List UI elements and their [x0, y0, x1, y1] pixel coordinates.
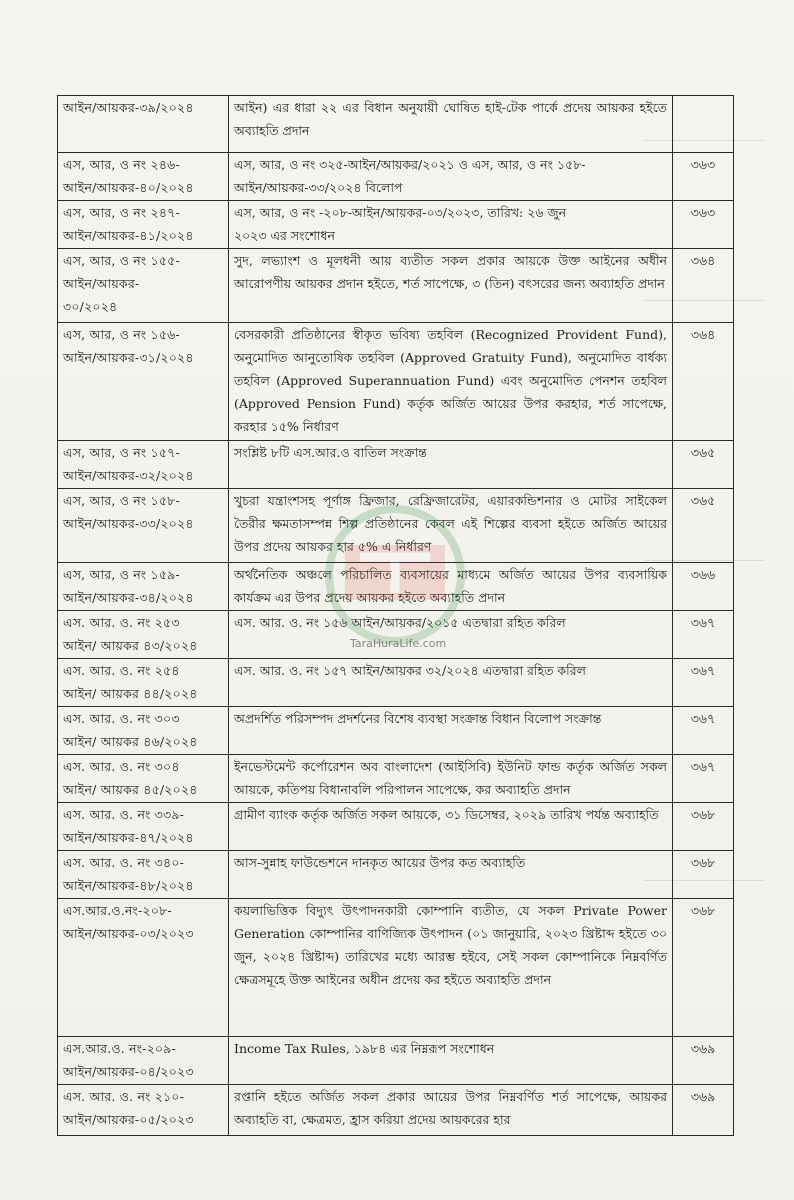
- page-number-cell: ৩৬৯: [673, 1085, 734, 1136]
- page-number-cell: ৩৬৩: [673, 153, 734, 201]
- sro-reference-cell: এস, আর, ও নং ১৫৬- আইন/আয়কর-৩১/২০২৪: [58, 323, 229, 441]
- sro-description-cell: ইনভেস্টমেন্ট কর্পোরেশন অব বাংলাদেশ (আইসিবি) ইউনিট ফান্ড কর্তৃক অর্জিত সকল আয়কে, কতিপয় বিধানাবলি পরিপালন সাপেক্ষে, কর অব্যাহতি প্রদান: [229, 755, 673, 803]
- table-row: [58, 611, 734, 659]
- sro-index-table: [57, 95, 734, 1136]
- table-row: [58, 441, 734, 489]
- sro-reference-cell: এস. আর. ও. নং ৩০৪ আইন/ আয়কর ৪৫/২০২৪: [58, 755, 229, 803]
- table-row: [58, 659, 734, 707]
- sro-reference-cell: এস. আর. ও. নং ২১০- আইন/আয়কর-০৫/২০২৩: [58, 1085, 229, 1136]
- sro-reference-cell: এস, আর, ও নং ২৪৭- আইন/আয়কর-৪১/২০২৪: [58, 201, 229, 249]
- page-number-cell: ৩৬৪: [673, 249, 734, 323]
- table-row: [58, 1037, 734, 1085]
- sro-reference-cell: এস.আর.ও. নং-২০৯- আইন/আয়কর-০৪/২০২৩: [58, 1037, 229, 1085]
- sro-description-cell: এস. আর. ও. নং ১৫৭ আইন/আয়কর ৩২/২০২৪ এতদ্বারা রহিত করিল: [229, 659, 673, 707]
- page-number-cell: ৩৬৩: [673, 201, 734, 249]
- sro-description-cell: সংশ্লিষ্ট ৮টি এস.আর.ও বাতিল সংক্রান্ত: [229, 441, 673, 489]
- sro-description-cell: খুচরা যন্ত্রাংশসহ পূর্ণাঙ্গ ফ্রিজার, রেফ্রিজারেটর, এয়ারকন্ডিশনার ও মোটর সাইকেল তৈরীর ক্ষমতাসম্পন্ন শিল্প প্রতিষ্ঠানের কেবল এই শিল্পের ব্যবসা হইতে অর্জিত আয়ের উপর প্রদেয় আয়কর হার ৫% এ নির্ধারণ: [229, 489, 673, 563]
- sro-reference-cell: এস. আর. ও. নং ২৫৩ আইন/ আয়কর ৪৩/২০২৪: [58, 611, 229, 659]
- page-number-cell: ৩৬৯: [673, 1037, 734, 1085]
- page-number-cell: ৩৬৫: [673, 489, 734, 563]
- table-row: [58, 707, 734, 755]
- page-number-cell: ৩৬৮: [673, 851, 734, 899]
- sro-reference-cell: এস, আর, ও নং ২৪৬- আইন/আয়কর-৪০/২০২৪: [58, 153, 229, 201]
- sro-reference-cell: এস. আর. ও. নং ৩৪০- আইন/আয়কর-৪৮/২০২৪: [58, 851, 229, 899]
- page-number-cell: ৩৬৭: [673, 755, 734, 803]
- sro-description-cell: গ্রামীণ ব্যাংক কর্তৃক অর্জিত সকল আয়কে, ৩১ ডিসেম্বর, ২০২৯ তারিখ পর্যন্ত অব্যাহতি: [229, 803, 673, 851]
- sro-description-cell: এস, আর, ও নং ৩২৫-আইন/আয়কর/২০২১ ও এস, আর, ও নং ১৫৮- আইন/আয়কর-৩৩/২০২৪ বিলোপ: [229, 153, 673, 201]
- page-number-cell: ৩৬৬: [673, 563, 734, 611]
- sro-description-cell: কয়লাভিত্তিক বিদ্যুৎ উৎপাদনকারী কোম্পানি ব্যতীত, যে সকল Private Power Generation কোম্পানির বাণিজ্যিক উৎপাদন (০১ জানুয়ারি, ২০২৩ খ্রিষ্টাব্দ হইতে ৩০ জুন, ২০২৪ খ্রিষ্টাব্দ) তারিখের মধ্যে আরম্ভ হইবে, সেই সকল কোম্পানিকে নিম্নবর্ণিত ক্ষেত্রসমূহে উক্ত আইনের অধীন প্রদেয় কর হইতে অব্যাহতি প্রদান: [229, 899, 673, 1037]
- sro-reference-cell: এস, আর, ও নং ১৫৯- আইন/আয়কর-৩৪/২০২৪: [58, 563, 229, 611]
- table-row: [58, 563, 734, 611]
- table-row: [58, 96, 734, 153]
- page-number-cell: [673, 96, 734, 153]
- page-number-cell: ৩৬৭: [673, 611, 734, 659]
- sro-description-cell: আস-সুন্নাহ ফাউন্ডেশনে দানকৃত আয়ের উপর কত অব্যাহতি: [229, 851, 673, 899]
- sro-description-cell: অপ্রদর্শিত পরিসম্পদ প্রদর্শনের বিশেষ ব্যবস্থা সংক্রান্ত বিধান বিলোপ সংক্রান্ত: [229, 707, 673, 755]
- sro-description-cell: সুদ, লভ্যাংশ ও মূলধনী আয় ব্যতীত সকল প্রকার আয়কে উক্ত আইনের অধীন আরোপণীয় আয়কর প্রদান হইতে, শর্ত সাপেক্ষে, ৩ (তিন) বৎসরের জন্য অব্যাহতি প্রদান: [229, 249, 673, 323]
- sro-reference-cell: আইন/আয়কর-৩৯/২০২৪: [58, 96, 229, 153]
- table-row: [58, 249, 734, 323]
- table-row: [58, 153, 734, 201]
- table-row: [58, 803, 734, 851]
- sro-reference-cell: এস, আর, ও নং ১৫৭- আইন/আয়কর-৩২/২০২৪: [58, 441, 229, 489]
- table-row: [58, 323, 734, 441]
- sro-reference-cell: এস, আর, ও নং ১৫৫- আইন/আয়কর- ৩০/২০২৪: [58, 249, 229, 323]
- table-row: [58, 1085, 734, 1136]
- sro-reference-cell: এস. আর. ও. নং ২৫৪ আইন/ আয়কর ৪৪/২০২৪: [58, 659, 229, 707]
- sro-description-cell: রপ্তানি হইতে অর্জিত সকল প্রকার আয়ের উপর নিম্নবর্ণিত শর্ত সাপেক্ষে, আয়কর অব্যাহতি বা, ক্ষেত্রমত, হ্রাস করিয়া প্রদেয় আয়করের হার: [229, 1085, 673, 1136]
- sro-description-cell: বেসরকারী প্রতিষ্ঠানের স্বীকৃত ভবিষ্য তহবিল (Recognized Provident Fund), অনুমোদিত আনুতোষিক তহবিল (Approved Gratuity Fund), অনুমোদিত বার্ধক্য তহবিল (Approved Superannuation Fund) এবং অনুমোদিত পেনশন তহবিল (Approved Pension Fund) কর্তৃক অর্জিত আয়ের উপর করহার, শর্ত সাপেক্ষে, করহার ১৫% নির্ধারণ: [229, 323, 673, 441]
- watermark-site-label: TaraHuraLife.com: [350, 637, 447, 650]
- page-number-cell: ৩৬৭: [673, 659, 734, 707]
- sro-description-cell: এস. আর. ও. নং ১৫৬ আইন/আয়কর/২০১৫ এতদ্বারা রহিত করিল: [229, 611, 673, 659]
- table-row: [58, 489, 734, 563]
- table-row: [58, 851, 734, 899]
- sro-reference-cell: এস. আর. ও. নং ৩০৩ আইন/ আয়কর ৪৬/২০২৪: [58, 707, 229, 755]
- sro-description-cell: আইন) এর ধারা ২২ এর বিধান অনুযায়ী ঘোষিত হাই-টেক পার্কে প্রদেয় আয়কর হইতে অব্যাহতি প্রদান: [229, 96, 673, 153]
- page-number-cell: ৩৬৮: [673, 803, 734, 851]
- sro-reference-cell: এস. আর. ও. নং ৩৩৯- আইন/আয়কর-৪৭/২০২৪: [58, 803, 229, 851]
- table-row: [58, 755, 734, 803]
- sro-description-cell: এস, আর, ও নং -২০৮-আইন/আয়কর-০৩/২০২৩, তারিখ: ২৬ জুন ২০২৩ এর সংশোধন: [229, 201, 673, 249]
- page-number-cell: ৩৬৫: [673, 441, 734, 489]
- sro-reference-cell: এস, আর, ও নং ১৫৮- আইন/আয়কর-৩৩/২০২৪: [58, 489, 229, 563]
- page-number-cell: ৩৬৪: [673, 323, 734, 441]
- table-row: [58, 201, 734, 249]
- table-row: [58, 899, 734, 1037]
- page-number-cell: ৩৬৮: [673, 899, 734, 1037]
- sro-description-cell: Income Tax Rules, ১৯৮৪ এর নিম্নরূপ সংশোধন: [229, 1037, 673, 1085]
- page-number-cell: ৩৬৭: [673, 707, 734, 755]
- sro-reference-cell: এস.আর.ও.নং-২০৮- আইন/আয়কর-০৩/২০২৩: [58, 899, 229, 1037]
- sro-description-cell: অর্থনৈতিক অঞ্চলে পরিচালিত ব্যবসায়ের মাধ্যমে অর্জিত আয়ের উপর ব্যবসায়িক কার্যক্রম এর উপর প্রদেয় আয়কর হইতে অব্যাহতি প্রদান: [229, 563, 673, 611]
